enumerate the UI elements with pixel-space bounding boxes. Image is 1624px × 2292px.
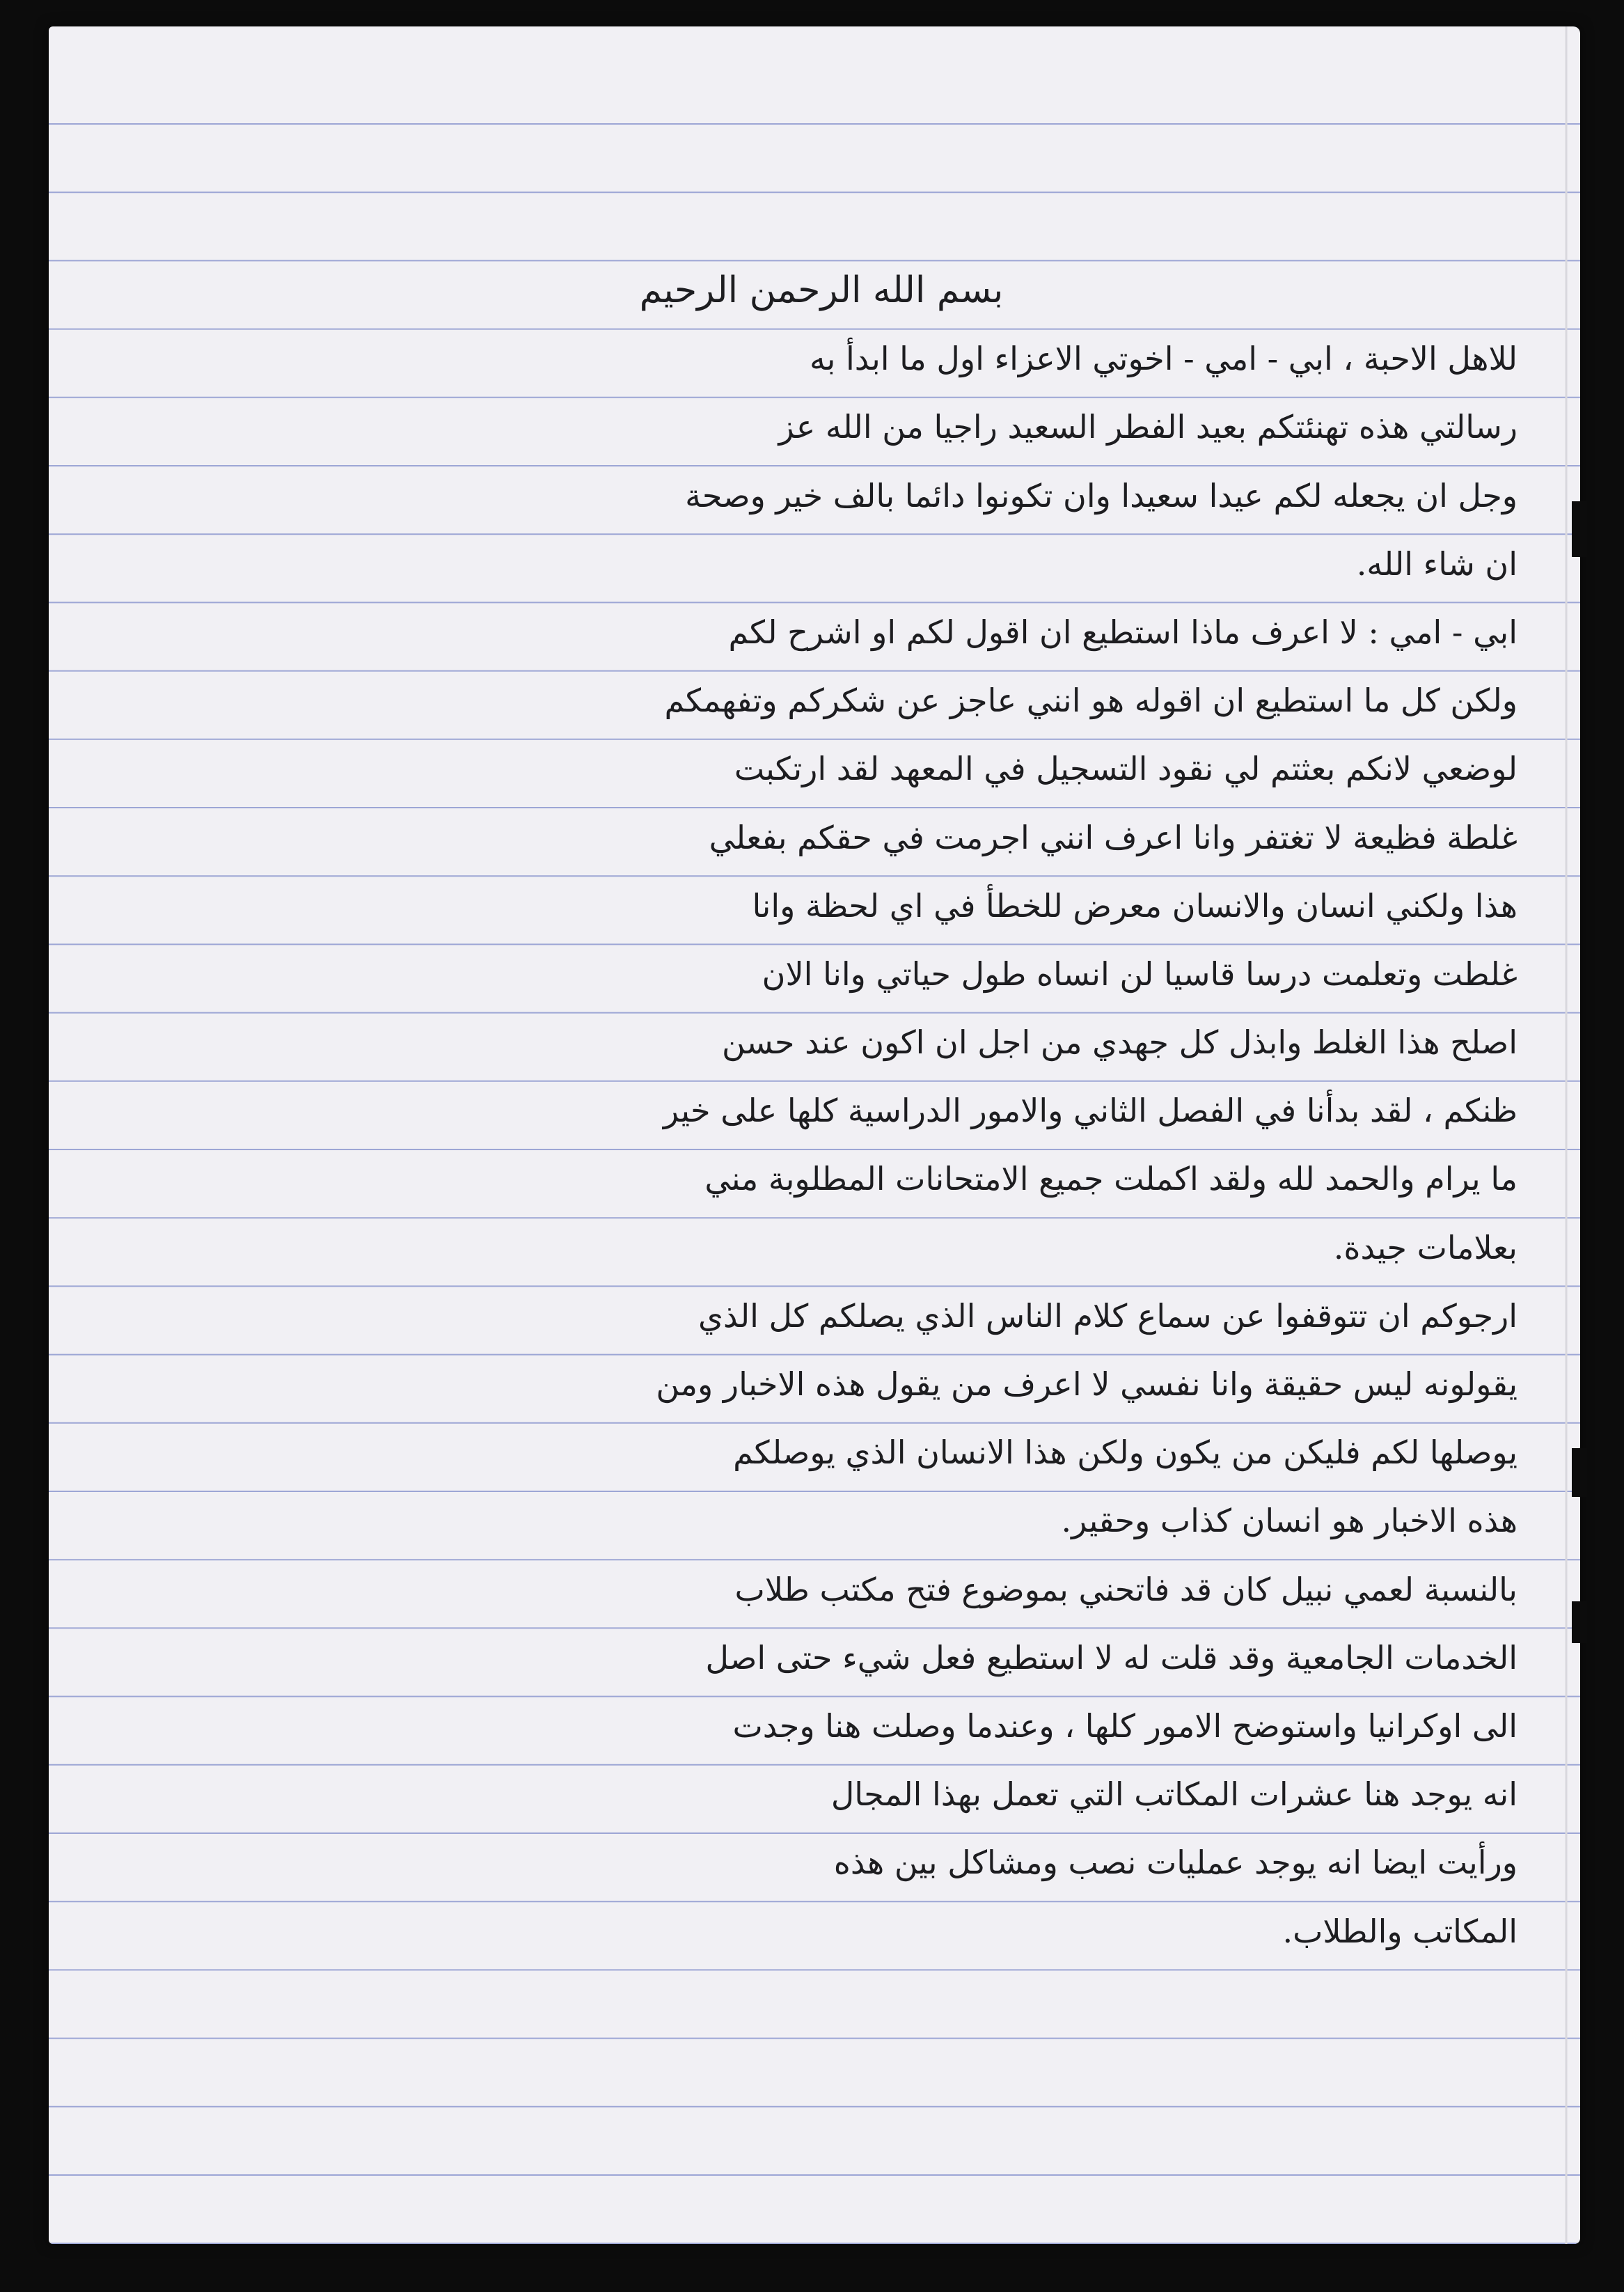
letter-line: ارجوكم ان تتوقفوا عن سماع كلام الناس الذي يصلكم كل الذي [697, 1296, 1517, 1335]
letter-line: المكاتب والطلاب. [1282, 1912, 1517, 1950]
letter-title: بسم الله الرحمن الرحيم [639, 269, 1004, 311]
letter-line: يوصلها لكم فليكن من يكون ولكن هذا الانسان الذي يوصلكم [733, 1434, 1517, 1472]
letter-line: غلطت وتعلمت درسا قاسيا لن انساه طول حياتي وانا الان [762, 955, 1517, 993]
letter-line: غلطة فظيعة لا تغتفر وانا اعرف انني اجرمت في حقكم بفعلي [709, 818, 1517, 856]
torn-edge-3 [1572, 1601, 1587, 1643]
letter-sheet [49, 26, 1580, 2244]
letter-body [125, 256, 1517, 1965]
letter-line: ان شاء الله. [1356, 544, 1517, 583]
letter-line: بالنسبة لعمي نبيل كان قد فاتحني بموضوع فتح مكتب طلاب [734, 1570, 1517, 1608]
letter-line: هذه الاخبار هو انسان كذاب وحقير. [1061, 1502, 1517, 1540]
letter-line: اصلح هذا الغلط وابذل كل جهدي من اجل ان اكون عند حسن [721, 1023, 1517, 1062]
letter-line: الى اوكرانيا واستوضح الامور كلها ، وعندما وصلت هنا وجدت [732, 1706, 1517, 1745]
letter-line: يقولونه ليس حقيقة وانا نفسي لا اعرف من يقول هذه الاخبار ومن [656, 1365, 1517, 1403]
letter-line: ورأيت ايضا انه يوجد عمليات نصب ومشاكل بين هذه [833, 1844, 1517, 1882]
letter-line: رسالتي هذه تهنئتكم بعيد الفطر السعيد راجيا من الله عز [778, 408, 1517, 446]
letter-line: الخدمات الجامعية وقد قلت له لا استطيع فعل شيء حتى اصل [705, 1638, 1517, 1677]
letter-line: وجل ان يجعله لكم عيدا سعيدا وان تكونوا دائما بالف خير وصحة [685, 476, 1517, 515]
letter-line: ولكن كل ما استطيع ان اقوله هو انني عاجز عن شكركم وتفهمكم [664, 682, 1517, 720]
letter-line: بعلامات جيدة. [1333, 1228, 1517, 1266]
letter-line: انه يوجد هنا عشرات المكاتب التي تعمل بهذا المجال [830, 1775, 1517, 1814]
torn-edge-2 [1572, 1448, 1587, 1497]
letter-line: للاهل الاحبة ، ابي - امي - اخوتي الاعزاء اول ما ابدأ به [809, 340, 1517, 378]
letter-lines [125, 324, 1517, 1965]
letter-line: لوضعي لانكم بعثتم لي نقود التسجيل في المعهد لقد ارتكبت [734, 750, 1517, 788]
letter-line: هذا ولكني انسان والانسان معرض للخطأ في اي لحظة وانا [752, 886, 1517, 925]
torn-edge-1 [1572, 501, 1587, 557]
letter-line: ما يرام والحمد لله ولقد اكملت جميع الامتحانات المطلوبة مني [704, 1160, 1517, 1198]
letter-line: ظنكم ، لقد بدأنا في الفصل الثاني والامور الدراسية كلها على خير [663, 1092, 1517, 1130]
letter-line: ابي - امي : لا اعرف ماذا استطيع ان اقول لكم او اشرح لكم [728, 613, 1517, 651]
